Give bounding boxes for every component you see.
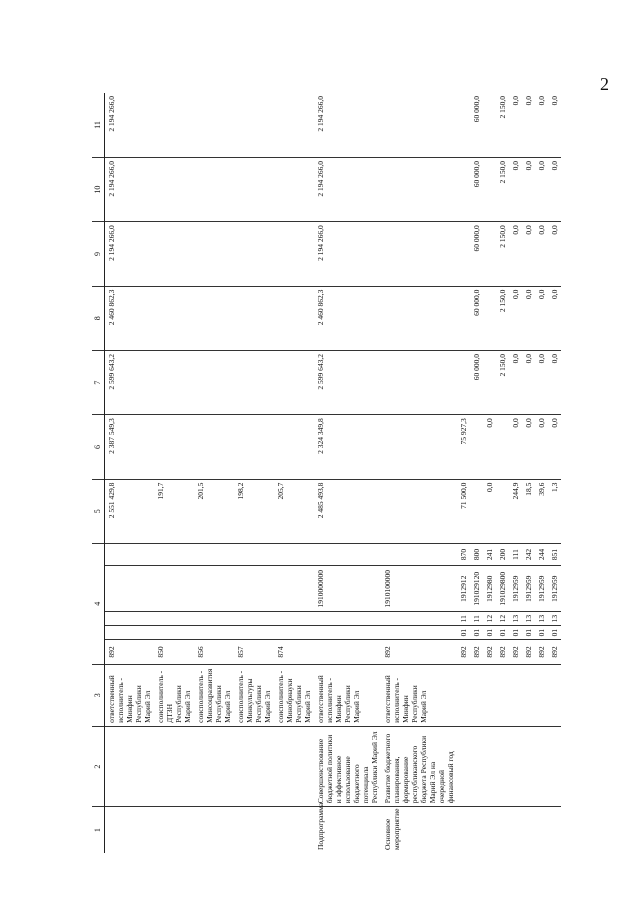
cell-rz [154,626,194,640]
cell-program-type [470,807,483,853]
cell-rz [314,626,381,640]
cell-value-5: 2 485 493,8 [314,479,381,543]
table-row [509,93,522,853]
cell-pr: 11 [470,612,483,626]
header-cell: 9 [92,222,104,286]
table-row [234,93,274,853]
cell-value-10 [194,157,234,221]
cell-value-11 [483,93,496,157]
cell-executor [522,664,535,726]
cell-program-name [234,726,274,806]
cell-grbs: 892 [470,640,483,664]
cell-executor [548,664,561,726]
cell-program-name [457,726,470,806]
cell-pr: 12 [483,612,496,626]
cell-csr: 191029800 [496,566,509,612]
header-cell: 5 [92,479,104,543]
cell-value-7 [483,350,496,414]
cell-program-name [509,726,522,806]
cell-value-10: 0,0 [535,157,548,221]
cell-vr: 111 [509,543,522,565]
header-row [92,93,104,853]
cell-rz: 01 [535,626,548,640]
cell-value-5: 205,7 [274,479,314,543]
cell-rz: 01 [509,626,522,640]
cell-grbs: 892 [548,640,561,664]
cell-value-11 [234,93,274,157]
cell-vr [314,543,381,565]
cell-value-8 [234,286,274,350]
cell-value-6 [234,415,274,479]
cell-value-5: 191,7 [154,479,194,543]
cell-vr: 241 [483,543,496,565]
cell-pr [194,612,234,626]
header-cell: 8 [92,286,104,350]
cell-value-7: 0,0 [509,350,522,414]
cell-value-9: 60 000,0 [470,222,483,286]
cell-pr [274,612,314,626]
cell-csr: 1912959 [535,566,548,612]
cell-program-name [535,726,548,806]
cell-csr: 191029120 [470,566,483,612]
cell-executor [457,664,470,726]
cell-value-8: 60 000,0 [470,286,483,350]
cell-value-7 [274,350,314,414]
header-cell: 4 [92,543,104,664]
table-row [535,93,548,853]
cell-grbs: 892 [535,640,548,664]
cell-pr: 13 [548,612,561,626]
cell-value-11: 0,0 [535,93,548,157]
cell-executor: ответственный исполнитель - Минфин Республики Марий Эл [314,664,381,726]
cell-rz [274,626,314,640]
cell-value-7: 2 150,0 [496,350,509,414]
cell-value-6 [381,415,457,479]
cell-program-name [483,726,496,806]
header-cell: 1 [92,807,104,853]
cell-csr: 1910100000 [381,566,457,612]
cell-value-11 [457,93,470,157]
table-row [154,93,194,853]
cell-value-7: 0,0 [548,350,561,414]
cell-grbs: 892 [509,640,522,664]
cell-value-7: 0,0 [535,350,548,414]
cell-program-name [522,726,535,806]
header-cell: 6 [92,415,104,479]
cell-csr: 1912959 [522,566,535,612]
cell-value-10: 2 194 266,0 [104,157,154,221]
cell-csr: 1912959 [509,566,522,612]
cell-executor [496,664,509,726]
cell-value-5: 0,0 [483,479,496,543]
cell-value-11: 0,0 [522,93,535,157]
table-row [457,93,470,853]
cell-value-11 [381,93,457,157]
cell-pr [234,612,274,626]
cell-program-name [496,726,509,806]
cell-csr: 1912959 [548,566,561,612]
cell-value-6: 0,0 [535,415,548,479]
cell-program-type [483,807,496,853]
table-row [522,93,535,853]
cell-grbs: 892 [457,640,470,664]
cell-program-type [457,807,470,853]
cell-value-8 [381,286,457,350]
cell-vr [381,543,457,565]
cell-value-10: 0,0 [509,157,522,221]
table-row [483,93,496,853]
cell-value-9 [483,222,496,286]
cell-value-8: 0,0 [535,286,548,350]
table-row [314,93,381,853]
cell-value-10: 60 000,0 [470,157,483,221]
cell-value-6 [470,415,483,479]
cell-value-9: 0,0 [535,222,548,286]
cell-value-9 [381,222,457,286]
cell-value-11 [194,93,234,157]
cell-program-type [535,807,548,853]
cell-value-7: 60 000,0 [470,350,483,414]
cell-grbs: 856 [194,640,234,664]
cell-value-7 [234,350,274,414]
cell-rz [381,626,457,640]
cell-vr: 244 [535,543,548,565]
cell-executor: ответственный исполнитель - Минфин Республики Марий Эл [104,664,154,726]
cell-grbs: 857 [234,640,274,664]
budget-table [92,93,561,853]
cell-value-7: 0,0 [522,350,535,414]
cell-value-11: 2 150,0 [496,93,509,157]
table-row [548,93,561,853]
cell-value-8: 0,0 [509,286,522,350]
cell-program-type [522,807,535,853]
cell-rz: 01 [483,626,496,640]
cell-value-7 [154,350,194,414]
cell-value-10: 0,0 [522,157,535,221]
cell-value-9: 2 194 266,0 [314,222,381,286]
cell-value-9: 0,0 [509,222,522,286]
cell-value-6: 2 324 349,8 [314,415,381,479]
cell-pr [381,612,457,626]
cell-executor: соисполнитель - Минкультуры Республики Марий Эл [234,664,274,726]
cell-value-7 [194,350,234,414]
cell-vr: 242 [522,543,535,565]
cell-pr: 12 [496,612,509,626]
cell-value-8: 2 460 862,3 [314,286,381,350]
cell-value-5: 1,3 [548,479,561,543]
cell-vr [274,543,314,565]
cell-grbs: 874 [274,640,314,664]
cell-value-6: 75 927,3 [457,415,470,479]
cell-vr [104,543,154,565]
cell-value-10 [457,157,470,221]
cell-rz: 01 [522,626,535,640]
cell-value-8 [274,286,314,350]
cell-grbs: 892 [522,640,535,664]
cell-value-11: 0,0 [548,93,561,157]
cell-value-11 [154,93,194,157]
cell-executor [509,664,522,726]
cell-executor [483,664,496,726]
table-row [381,93,457,853]
cell-csr: 1910000000 [314,566,381,612]
cell-program-name [194,726,234,806]
cell-executor [535,664,548,726]
cell-program-name [104,726,154,806]
cell-program-name [154,726,194,806]
cell-value-5 [381,479,457,543]
cell-rz: 01 [548,626,561,640]
cell-csr [234,566,274,612]
cell-program-type [194,807,234,853]
cell-pr [104,612,154,626]
table-row [496,93,509,853]
cell-value-10: 2 194 266,0 [314,157,381,221]
cell-value-7 [381,350,457,414]
header-cell: 10 [92,157,104,221]
cell-vr [234,543,274,565]
cell-value-5: 71 500,0 [457,479,470,543]
header-cell: 11 [92,93,104,157]
cell-pr: 11 [457,612,470,626]
cell-program-type [496,807,509,853]
cell-value-11: 2 194 266,0 [104,93,154,157]
cell-vr: 200 [496,543,509,565]
cell-rz [104,626,154,640]
cell-value-8 [154,286,194,350]
cell-program-name [470,726,483,806]
cell-vr: 870 [457,543,470,565]
cell-value-11: 2 194 266,0 [314,93,381,157]
cell-rz [234,626,274,640]
cell-csr [154,566,194,612]
cell-rz: 01 [470,626,483,640]
cell-program-name: Развитие бюджетного планирования, формирование республиканского бюджета Республики Марий Эл на очередной финансовый год [381,726,457,806]
table-row [470,93,483,853]
cell-value-11 [274,93,314,157]
cell-value-10 [483,157,496,221]
cell-grbs: 892 [381,640,457,664]
cell-grbs: 892 [483,640,496,664]
cell-value-6 [274,415,314,479]
cell-program-type: Подпрограмма [315,802,325,850]
cell-executor: ответственный исполнитель - Минфин Республики Марий Эл [381,664,457,726]
cell-vr: 800 [470,543,483,565]
cell-value-5: 198,2 [234,479,274,543]
cell-value-11: 0,0 [509,93,522,157]
cell-value-9 [457,222,470,286]
cell-grbs: 850 [154,640,194,664]
cell-value-5: 39,6 [535,479,548,543]
cell-executor: соисполнитель - Минсоцразвития Республики Марий Эл [194,664,234,726]
cell-value-5: 201,5 [194,479,234,543]
cell-pr [314,612,381,626]
table-row [104,93,154,853]
cell-executor: соисполнитель - Минобрнауки Республики Марий Эл [274,664,314,726]
cell-csr [274,566,314,612]
cell-program-type [154,807,194,853]
cell-value-10 [154,157,194,221]
header-cell: 7 [92,350,104,414]
cell-value-6: 0,0 [483,415,496,479]
cell-csr [104,566,154,612]
cell-program-type: Основное мероприятие [382,808,401,850]
cell-program-name [548,726,561,806]
cell-vr [194,543,234,565]
cell-vr: 851 [548,543,561,565]
cell-program-type [274,807,314,853]
cell-program-type [104,807,154,853]
cell-value-6 [496,415,509,479]
header-cell: 3 [92,664,104,726]
header-cell: 2 [92,726,104,806]
cell-rz [194,626,234,640]
cell-program-type [509,807,522,853]
cell-executor: соисполнитель - ДТЗН Республики Марий Эл [154,664,194,726]
page-number: 2 [600,74,609,94]
cell-rz: 01 [457,626,470,640]
cell-rz: 01 [496,626,509,640]
cell-value-8: 0,0 [522,286,535,350]
cell-csr: 1912912 [457,566,470,612]
cell-value-9 [194,222,234,286]
cell-vr [154,543,194,565]
table-row [194,93,234,853]
cell-grbs: 892 [104,640,154,664]
cell-value-9 [234,222,274,286]
cell-value-8: 0,0 [548,286,561,350]
cell-value-8 [194,286,234,350]
cell-executor [470,664,483,726]
cell-csr: 1912980 [483,566,496,612]
cell-value-8: 2 460 862,3 [104,286,154,350]
cell-pr: 13 [522,612,535,626]
cell-value-9: 2 194 266,0 [104,222,154,286]
cell-value-7: 2 599 643,2 [104,350,154,414]
rotated-table-page [92,93,640,853]
cell-value-6: 0,0 [522,415,535,479]
cell-value-6 [194,415,234,479]
cell-pr: 13 [509,612,522,626]
cell-program-name [274,726,314,806]
cell-grbs [314,640,381,664]
cell-value-10 [381,157,457,221]
cell-value-9: 0,0 [522,222,535,286]
cell-value-9: 0,0 [548,222,561,286]
cell-value-10 [234,157,274,221]
cell-value-10: 0,0 [548,157,561,221]
cell-value-6: 0,0 [548,415,561,479]
cell-value-8: 2 150,0 [496,286,509,350]
cell-program-name: Совершенствование бюджетной политики и эффективное использование бюджетного потенциала Республики Марий Эл [314,726,381,806]
cell-value-8 [483,286,496,350]
cell-value-5 [496,479,509,543]
cell-pr [154,612,194,626]
cell-value-5 [470,479,483,543]
cell-value-10: 2 150,0 [496,157,509,221]
cell-program-type [548,807,561,853]
cell-value-9 [154,222,194,286]
cell-value-7 [457,350,470,414]
cell-value-5: 2 551 429,8 [104,479,154,543]
cell-value-10 [274,157,314,221]
cell-grbs: 892 [496,640,509,664]
cell-program-type [234,807,274,853]
table-row [274,93,314,853]
cell-value-11: 60 000,0 [470,93,483,157]
cell-value-9: 2 150,0 [496,222,509,286]
cell-value-6: 0,0 [509,415,522,479]
cell-value-5: 244,9 [509,479,522,543]
cell-value-5: 18,5 [522,479,535,543]
cell-value-6 [154,415,194,479]
cell-value-8 [457,286,470,350]
cell-value-6: 2 387 549,3 [104,415,154,479]
cell-value-7: 2 599 643,2 [314,350,381,414]
cell-pr: 13 [535,612,548,626]
cell-csr [194,566,234,612]
cell-value-9 [274,222,314,286]
